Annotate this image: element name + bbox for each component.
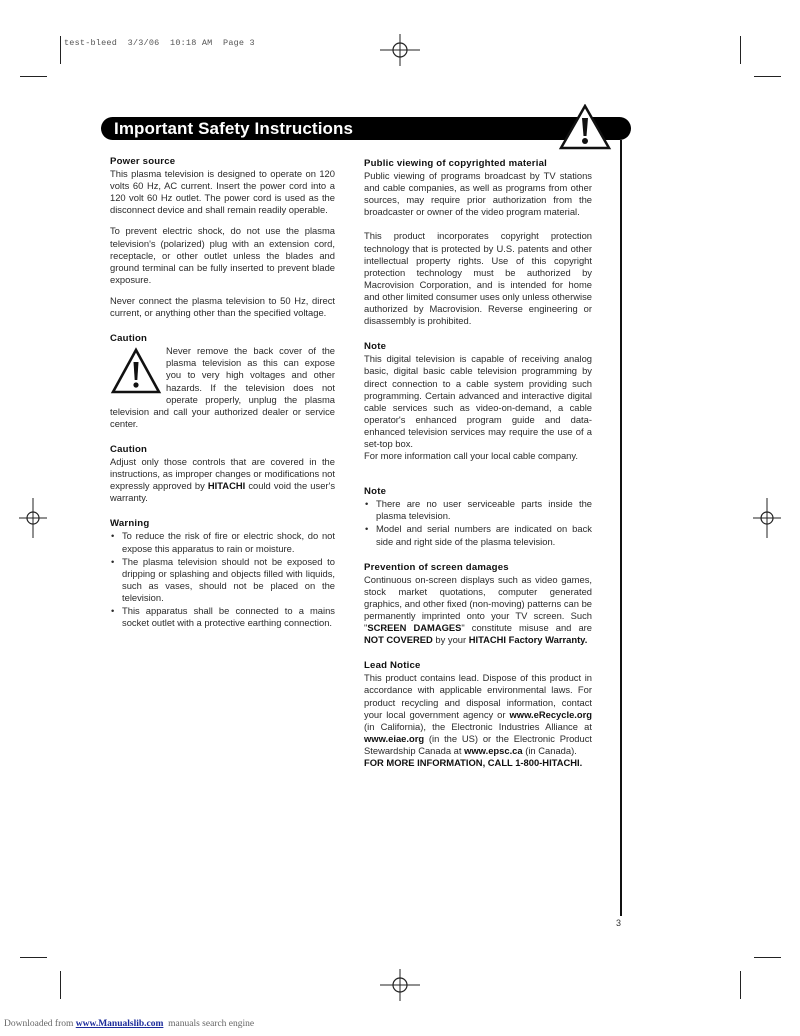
paragraph: To prevent electric shock, do not use the plasma television's (polarized) plug with an extension cord, receptacle, or other outlet unless the blades and ground terminal can be fully inserted to prevent blade exposure. [110, 225, 335, 285]
section-screen-damage [364, 562, 592, 647]
section-warning [110, 518, 335, 629]
url-erecycle: www.eRecycle.org [509, 708, 592, 720]
page-title: Important Safety Instructions [114, 119, 354, 138]
paragraph: Continuous on-screen displays such as video games, stock market quotations, computer generated graphics, and other fixed (non-moving) patterns can be permanently imprinted onto your TV screen. Such " [364, 573, 592, 634]
paragraph: (in the US) or the Electronic Product Stewardship Canada at [364, 732, 592, 756]
section-heading: Power source [110, 156, 176, 167]
print-slug: test-bleed 3/3/06 10:18 AM Page 3 [64, 38, 255, 48]
section-heading: Caution [110, 443, 148, 455]
footer-text: manuals search engine [163, 1019, 255, 1029]
section-note-parts [364, 486, 592, 547]
list-item: • Model and serial numbers are indicated on back side and right side of the plasma television. [364, 523, 592, 547]
section-heading: Note [364, 486, 387, 498]
emphasis: SCREEN DAMAGES [367, 622, 462, 634]
registration-mark-icon [380, 30, 420, 70]
warning-list [110, 530, 335, 629]
section-copyright [364, 158, 592, 327]
crop-mark [20, 76, 47, 77]
crop-mark [20, 957, 47, 958]
list-item: • There are no user serviceable parts inside the plasma television. [364, 498, 592, 522]
emphasis: HITACHI Factory Warranty. [468, 634, 588, 646]
crop-mark [740, 36, 741, 64]
list-item: • The plasma television should not be exposed to dripping or splashing and objects filled with liquids, such as vases, should not be placed on the television. [110, 556, 335, 604]
paragraph: Never remove the back cover of the plasma television as this can expose you to very high voltages and other hazards. If the television does not operate properly, unplug the plasma television and call your authorized dealer or service center. [110, 345, 335, 429]
paragraph: could void the user's warranty. [110, 480, 336, 504]
call-notice: FOR MORE INFORMATION, CALL 1-800-HITACHI. [364, 757, 583, 769]
section-caution-back-cover [110, 333, 335, 430]
paragraph: (in California), the Electronic Industries Alliance at [364, 720, 592, 732]
registration-mark-icon [380, 965, 420, 1005]
crop-mark [60, 971, 61, 999]
paragraph: " constitute misuse and are [461, 622, 593, 634]
paragraph: Never connect the plasma television to 50 Hz, direct current, or anything other than the specified voltage. [110, 294, 335, 319]
paragraph: This plasma television is designed to operate on 120 volts 60 Hz, AC current. Insert the power cord into a 120 volt 60 Hz outlet. The power cord is used as the disconnect device and shall remain readily operable. [110, 168, 335, 216]
manualslib-link[interactable]: www.Manualslib.com [75, 1019, 164, 1029]
brand-name: HITACHI [207, 480, 246, 492]
list-item: • To reduce the risk of fire or electric shock, do not expose this apparatus to rain or moisture. [110, 530, 335, 554]
footer-text: Downloaded from [4, 1019, 76, 1029]
registration-mark-icon [13, 498, 53, 538]
download-footer [4, 1019, 254, 1029]
paragraph: This product contains lead. Dispose of this product in accordance with applicable environmental laws. For product recycling and disposal information, contact your local government agency or [364, 672, 592, 720]
crop-mark [754, 76, 781, 77]
warning-triangle-icon [558, 104, 612, 150]
paragraph: This digital television is capable of receiving analog basic, digital basic cable television programming by direct connection to a cable system providing such programming. Certain advanced and interactive digital cable services such as video-on-demand, a cable operator's enhanced program guide and data-enhanced television services may require the use of a set-top box. [364, 353, 592, 449]
list-item: • This apparatus shall be connected to a mains socket outlet with a protective earthing connection. [110, 605, 335, 629]
crop-mark [60, 36, 61, 64]
crop-mark [754, 957, 781, 958]
section-heading: Lead Notice [364, 660, 421, 672]
section-heading: Public viewing of copyrighted material [364, 158, 547, 169]
left-column [110, 156, 335, 643]
paragraph: (in Canada). [522, 744, 577, 756]
crop-mark [740, 971, 741, 999]
section-heading: Caution [110, 333, 148, 345]
caution-triangle-icon [110, 347, 162, 395]
registration-mark-icon [747, 498, 787, 538]
section-heading: Warning [110, 518, 150, 530]
paragraph: For more information call your local cable company. [364, 450, 578, 462]
url-epsc: www.epsc.ca [464, 744, 523, 756]
emphasis: NOT COVERED [364, 634, 433, 646]
section-lead-notice [364, 660, 592, 769]
column-rule [620, 140, 622, 916]
paragraph: by your [432, 634, 469, 646]
section-heading: Prevention of screen damages [364, 561, 509, 573]
right-column [364, 158, 592, 783]
url-eiae: www.eiae.org [364, 732, 425, 744]
paragraph: Adjust only those controls that are covered in the instructions, as improper changes or modifications not expressly approved by [110, 455, 335, 492]
paragraph: Public viewing of programs broadcast by TV stations and cable companies, as well as programs from other sources, may require prior authorization from the broadcaster or owner of the video program material. [364, 170, 592, 218]
section-caution-controls [110, 444, 335, 504]
section-heading: Note [364, 341, 387, 353]
paragraph: This product incorporates copyright protection technology that is protected by U.S. patents and other intellectual property rights. Use of this copyright protection technology must be authorized by Macrovision Corporation, and is intended for home and other limited consumer uses only unless otherwise authorized by Macrovision. Reverse engineering or disassembly is prohibited. [364, 230, 592, 327]
section-note-cable [364, 341, 592, 462]
note-list [364, 498, 592, 547]
page-number: 3 [616, 918, 622, 928]
section-power-source [110, 156, 335, 319]
